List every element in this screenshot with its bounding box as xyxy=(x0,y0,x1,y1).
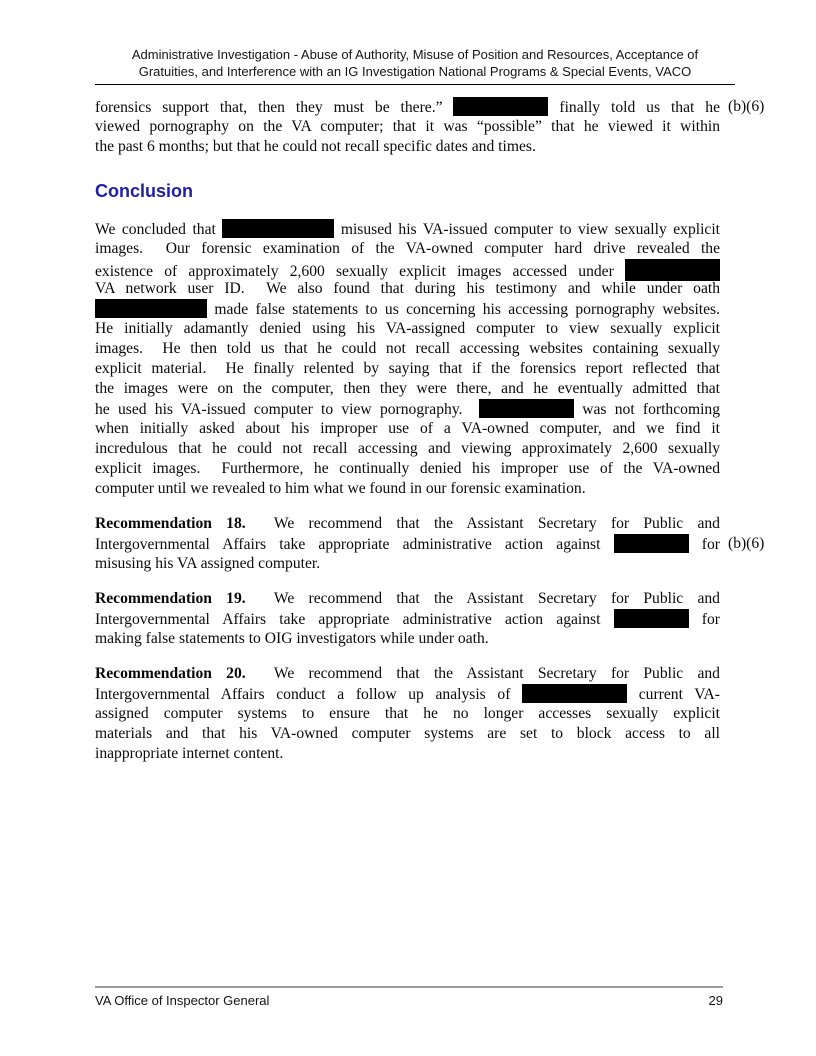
text-line xyxy=(95,279,720,299)
text-run: finally told us that he xyxy=(548,99,720,116)
redaction-bar xyxy=(614,534,689,553)
text-line xyxy=(95,97,720,117)
text-run: explicit images. Furthermore, he continually denied his improper use of the VA-owned xyxy=(95,460,720,477)
text-run: for xyxy=(688,611,720,628)
text-line xyxy=(95,439,720,459)
text-line xyxy=(95,724,720,744)
redaction-bar xyxy=(522,684,627,703)
text-line xyxy=(95,339,720,359)
text-line xyxy=(95,534,720,554)
text-run: when initially asked about his improper use of a VA-owned computer, and we find it xyxy=(95,420,720,437)
foia-exemption-note: (b)(6) xyxy=(728,98,765,115)
text-run: misused his VA-issued computer to view sexually explicit xyxy=(334,221,721,238)
text-line xyxy=(95,359,720,379)
text-run: for xyxy=(688,536,720,553)
footer-page-number: 29 xyxy=(708,993,723,1008)
text-run: current VA- xyxy=(627,686,720,703)
header-line-2: Gratuities, and Interference with an IG Investigation National Programs & Special Events, VACO xyxy=(138,64,692,79)
text-run: forensics support that, then they must be there.” xyxy=(95,99,454,116)
text-run: was not forthcoming xyxy=(574,401,720,418)
text-line xyxy=(95,664,720,684)
text-line xyxy=(95,319,720,339)
text-line xyxy=(95,459,720,479)
text-run: incredulous that he could not recall accessing and viewing approximately 2,600 sexually xyxy=(95,440,720,457)
text-run: he used his VA-issued computer to view pornography. xyxy=(95,401,479,418)
text-line xyxy=(95,684,720,704)
text-line xyxy=(95,479,720,499)
text-line xyxy=(95,219,720,239)
text-run: the images were on the computer, then they were there, and he eventually admitted that xyxy=(95,380,720,397)
text-run: Recommendation 19. xyxy=(95,590,246,607)
text-line xyxy=(95,629,720,649)
text-line xyxy=(95,554,720,574)
redaction-bar xyxy=(453,97,548,116)
text-run: We recommend that the Assistant Secretary for Public and xyxy=(245,515,720,532)
recommendation-20 xyxy=(95,664,720,764)
text-line xyxy=(95,609,720,629)
text-run: We recommend that the Assistant Secretary for Public and xyxy=(245,590,720,607)
text-run: Intergovernmental Affairs take appropriate administrative action against xyxy=(95,536,614,553)
text-line xyxy=(95,704,720,724)
text-line xyxy=(95,589,720,609)
text-line xyxy=(95,399,720,419)
text-line xyxy=(95,299,720,319)
text-run: Intergovernmental Affairs take appropriate administrative action against xyxy=(95,611,614,628)
document-body xyxy=(95,97,765,779)
text-run: explicit material. He finally relented by saying that if the forensics report reflected that xyxy=(95,360,720,377)
text-run: materials and that his VA-owned computer systems are set to block access to all xyxy=(95,725,720,742)
conclusion-paragraph xyxy=(95,219,720,499)
page-footer xyxy=(95,986,723,1008)
text-run: images. He then told us that he could not recall accessing websites containing sexually xyxy=(95,340,720,357)
header-line-1: Administrative Investigation - Abuse of Authority, Misuse of Position and Resources, Acceptance of xyxy=(131,47,699,62)
text-run: We concluded that xyxy=(95,221,223,238)
redaction-bar xyxy=(614,609,689,628)
intro-paragraph xyxy=(95,97,765,157)
text-run: the past 6 months; but that he could not recall specific dates and times. xyxy=(95,138,536,155)
text-line xyxy=(95,259,720,279)
text-line xyxy=(95,514,720,534)
text-run: existence of approximately 2,600 sexually explicit images accessed under xyxy=(95,263,625,280)
redaction-bar xyxy=(95,299,207,318)
text-line xyxy=(95,117,720,137)
text-line xyxy=(95,419,720,439)
text-run: He initially adamantly denied using his VA-assigned computer to view sexually explicit xyxy=(95,320,720,337)
text-run: Intergovernmental Affairs conduct a follow up analysis of xyxy=(95,686,523,703)
text-run: viewed pornography on the VA computer; that it was “possible” that he viewed it within xyxy=(95,118,720,135)
text-run: misusing his VA assigned computer. xyxy=(95,555,321,572)
foia-exemption-note: (b)(6) xyxy=(728,535,765,552)
text-run: making false statements to OIG investigators while under oath. xyxy=(95,630,489,647)
text-run: We recommend that the Assistant Secretary for Public and xyxy=(245,665,720,682)
text-run: VA network user ID. We also found that during his testimony and while under oath xyxy=(95,280,720,297)
text-run: computer until we revealed to him what we found in our forensic examination. xyxy=(95,480,586,497)
text-line xyxy=(95,137,720,157)
text-line xyxy=(95,379,720,399)
text-run: made false statements to us concerning his accessing pornography websites. xyxy=(207,301,720,318)
recommendation-18 xyxy=(95,514,765,574)
redaction-bar xyxy=(479,399,574,418)
text-run: assigned computer systems to ensure that he no longer accesses sexually explicit xyxy=(95,705,720,722)
text-run: images. Our forensic examination of the VA-owned computer hard drive revealed the xyxy=(95,240,720,257)
text-run: Recommendation 20. xyxy=(95,665,246,682)
text-run: inappropriate internet content. xyxy=(95,745,284,762)
text-line xyxy=(95,744,720,764)
text-line xyxy=(95,239,720,259)
text-run: Recommendation 18. xyxy=(95,515,246,532)
redaction-bar xyxy=(222,219,334,238)
conclusion-heading: Conclusion xyxy=(95,181,193,201)
page-header xyxy=(95,46,735,85)
redaction-bar xyxy=(625,259,720,281)
footer-organization: VA Office of Inspector General xyxy=(95,993,270,1008)
recommendation-19 xyxy=(95,589,720,649)
